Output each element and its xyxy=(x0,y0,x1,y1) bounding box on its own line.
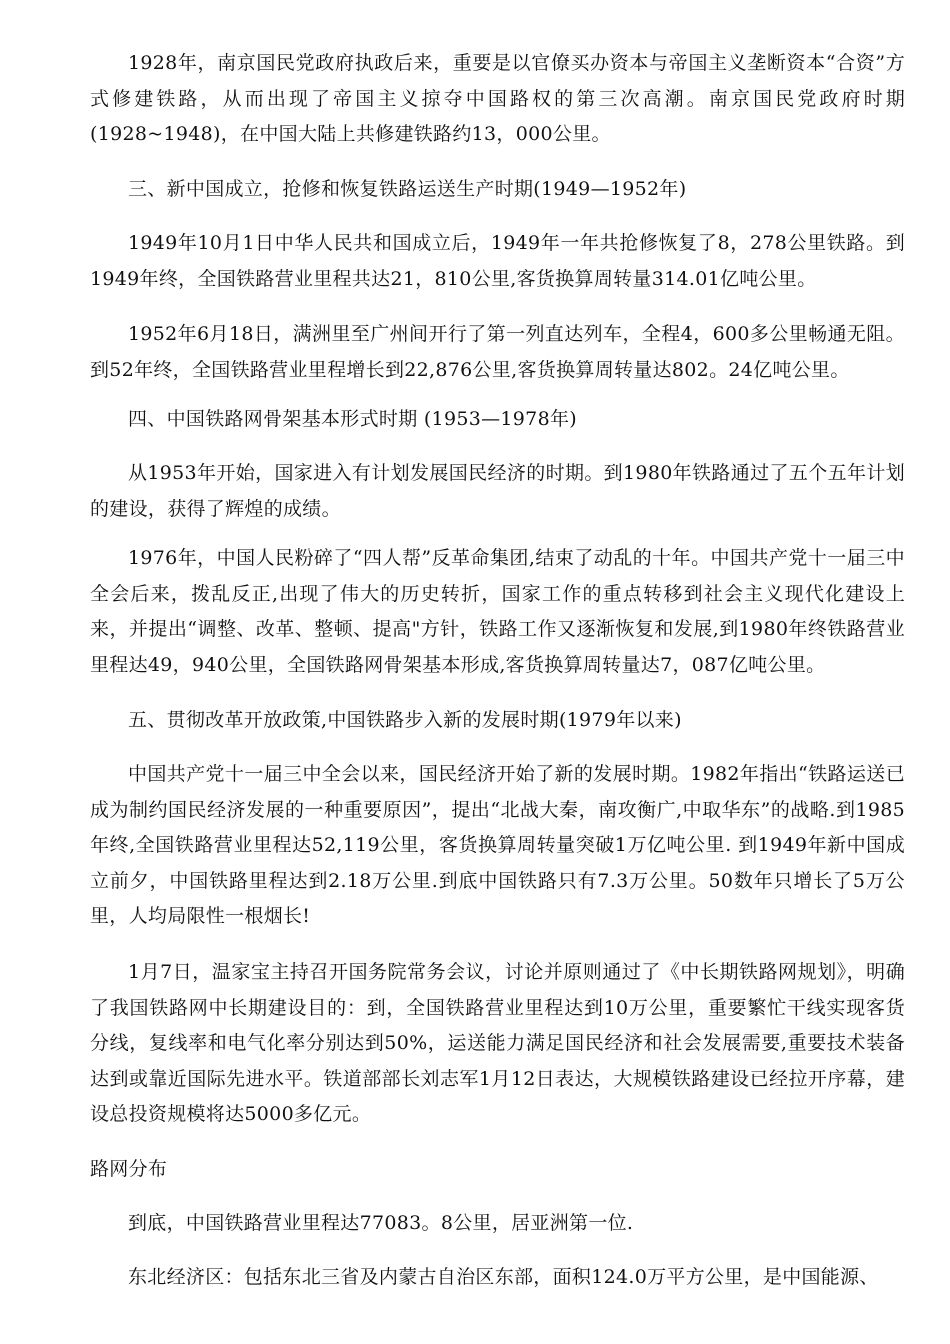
section-heading-four: 四、中国铁路网骨架基本形式时期 (1953—1978年) xyxy=(128,408,577,430)
paragraph-network-plan: 1月7日，温家宝主持召开国务院常务会议，讨论并原则通过了《中长期铁路网规划》，明确了我国铁路网中长期建设目的：到，全国铁路营业里程达到10万公里，重要繁忙干线实现客货分线，复线率和电气化率分别达到50%，运送能力满足国民经济和社会发展需要,重要技术装备达到或靠近国际先进水平。铁道部部长刘志军1月12日表达，大规模铁路建设已经拉开序幕，建设总投资规模将达5000多亿元。 xyxy=(90,961,905,1125)
paragraph-northeast-region: 东北经济区：包括东北三省及内蒙古自治区东部，面积124.0万平方公里，是中国能源、 xyxy=(128,1266,879,1288)
paragraph-1953-planning: 从1953年开始，国家进入有计划发展国民经济的时期。到1980年铁路通过了五个五年计划的建设，获得了辉煌的成绩。 xyxy=(90,462,905,520)
paragraph-1976-reform: 1976年，中国人民粉碎了“四人帮”反革命集团,结束了动乱的十年。中国共产党十一届三中全会后来，拨乱反正,出现了伟大的历史转折，国家工作的重点转移到社会主义现代化建设上来，并提出“调整、改革、整顿、提高"方针，铁路工作又逐渐恢复和发展,到1980年终铁路营业里程达49，940公里，全国铁路网骨架基本形成,客货换算周转量达7，087亿吨公里。 xyxy=(90,547,905,676)
paragraph-network-length: 到底，中国铁路营业里程达77083。8公里，居亚洲第一位. xyxy=(128,1212,634,1234)
paragraph-nanjing-government: 1928年，南京国民党政府执政后来，重要是以官僚买办资本与帝国主义垄断资本“合资”方式修建铁路，从而出现了帝国主义掠夺中国路权的第三次高潮。南京国民党政府时期(1928~1948)，在中国大陆上共修建铁路约13，000公里。 xyxy=(90,52,905,145)
section-heading-three: 三、新中国成立，抢修和恢复铁路运送生产时期(1949—1952年) xyxy=(128,178,687,200)
paragraph-reform-opening: 中国共产党十一届三中全会以来，国民经济开始了新的发展时期。1982年指出“铁路运送已成为制约国民经济发展的一种重要原因”，提出“北战大秦，南攻衡广,中取华东”的战略.到1985年终,全国铁路营业里程达52,119公里，客货换算周转量突破1万亿吨公里. 到1949年新中国成立前夕，中国铁路里程达到2.18万公里.到底中国铁路只有7.3万公里。50数年只增长了5万公里，人均局限性一根烟长! xyxy=(90,763,905,927)
section-heading-five: 五、贯彻改革开放政策,中国铁路步入新的发展时期(1979年以来) xyxy=(128,709,682,731)
section-label-network-distribution: 路网分布 xyxy=(90,1158,168,1180)
paragraph-1949-recovery: 1949年10月1日中华人民共和国成立后，1949年一年共抢修恢复了8，278公里铁路。到1949年终，全国铁路营业里程共达21，810公里,客货换算周转量314.01亿吨公里。 xyxy=(90,232,905,290)
paragraph-1952-train: 1952年6月18日，满洲里至广州间开行了第一列直达列车，全程4，600多公里畅通无阻。到52年终，全国铁路营业里程增长到22,876公里,客货换算周转量达802。24亿吨公里。 xyxy=(90,323,905,381)
